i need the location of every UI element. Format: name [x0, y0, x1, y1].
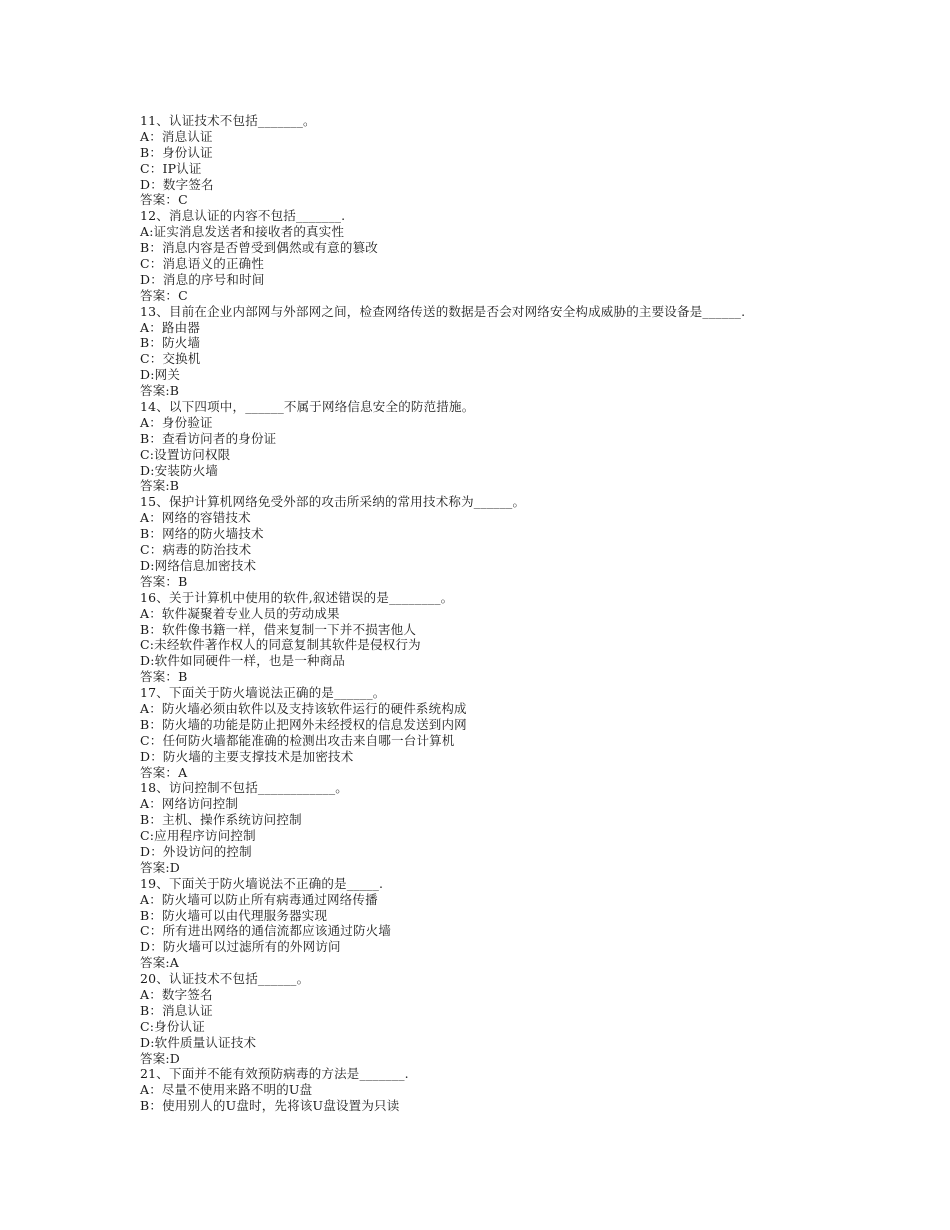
text-line: B：消息内容是否曾受到偶然或有意的篡改 [140, 240, 378, 256]
text-line: B：软件像书籍一样，借来复制一下并不损害他人 [140, 621, 417, 637]
text-line: D：防火墙的主要支撑技术是加密技术 [140, 748, 354, 764]
text-line: C:应用程序访问控制 [140, 828, 256, 844]
text-line: 答案：C [140, 192, 188, 208]
text-line: 11、认证技术不包括_______。 [140, 113, 316, 128]
text-line: 21、下面并不能有效预防病毒的方法是_______. [140, 1066, 409, 1082]
text-line: D：防火墙可以过滤所有的外网访问 [140, 939, 341, 955]
text-line: B：防火墙 [140, 335, 201, 351]
text-line: A：身份验证 [140, 414, 213, 430]
text-line: B：消息认证 [140, 1002, 213, 1018]
document-body [140, 113, 920, 1114]
text-line: 答案：B [140, 669, 188, 685]
text-line: A:证实消息发送者和接收者的真实性 [140, 224, 345, 240]
text-line: A：消息认证 [140, 128, 213, 144]
text-line: C：消息语义的正确性 [140, 256, 265, 272]
text-line: C：任何防火墙都能准确的检测出攻击来自哪一台计算机 [140, 732, 455, 748]
text-line: D:网络信息加密技术 [140, 557, 257, 573]
text-line: 12、消息认证的内容不包括_______. [140, 208, 346, 224]
text-line: A：数字签名 [140, 986, 213, 1002]
text-line: 20、认证技术不包括______。 [140, 971, 310, 987]
text-line: 答案:A [140, 955, 180, 971]
text-line: C:设置访问权限 [140, 446, 231, 462]
text-line: 17、下面关于防火墙说法正确的是______。 [140, 685, 386, 701]
text-line: D:软件质量认证技术 [140, 1034, 257, 1050]
text-line: A：防火墙必须由软件以及支持该软件运行的硬件系统构成 [140, 700, 467, 716]
text-line: C:身份认证 [140, 1018, 205, 1034]
text-line: 答案:B [140, 383, 180, 399]
text-line: 14、以下四项中，______不属于网络信息安全的防范措施。 [140, 399, 475, 415]
text-line: C：IP认证 [140, 160, 202, 176]
text-line: 答案：C [140, 287, 188, 303]
text-line: D:软件如同硬件一样，也是一种商品 [140, 653, 346, 669]
text-line: 16、关于计算机中使用的软件,叙述错误的是________。 [140, 589, 454, 605]
text-line: B：网络的防火墙技术 [140, 526, 264, 542]
text-line: 19、下面关于防火墙说法不正确的是_____. [140, 875, 384, 891]
text-line: B：防火墙可以由代理服务器实现 [140, 907, 328, 923]
text-line: B：防火墙的功能是防止把网外未经授权的信息发送到内网 [140, 716, 467, 732]
text-line: 答案：B [140, 573, 188, 589]
text-line: 答案:D [140, 1050, 181, 1066]
text-line: A：防火墙可以防止所有病毒通过网络传播 [140, 891, 378, 907]
text-line: A：路由器 [140, 319, 201, 335]
text-line: 答案:B [140, 478, 180, 494]
text-line: B：身份认证 [140, 144, 213, 160]
text-line: B：查看访问者的身份证 [140, 430, 277, 446]
text-line: 答案:D [140, 859, 181, 875]
text-line: D:网关 [140, 367, 181, 383]
text-line: A：网络访问控制 [140, 796, 239, 812]
text-line: 15、保护计算机网络免受外部的攻击所采纳的常用技术称为______。 [140, 494, 526, 510]
text-line: C：病毒的防治技术 [140, 542, 252, 558]
text-line: A：网络的容错技术 [140, 510, 251, 526]
text-line: B：使用别人的U盘时，先将该U盘设置为只读 [140, 1098, 400, 1114]
text-line: D：数字签名 [140, 176, 214, 192]
text-line: C：交换机 [140, 351, 201, 367]
text-line: 13、目前在企业内部网与外部网之间，检查网络传送的数据是否会对网络安全构成威胁的主要设备是______. [140, 303, 746, 319]
text-line: C:未经软件著作权人的同意复制其软件是侵权行为 [140, 637, 421, 653]
text-line: D:安装防火墙 [140, 462, 219, 478]
text-line: A：软件凝聚着专业人员的劳动成果 [140, 605, 340, 621]
text-line: 答案：A [140, 764, 188, 780]
text-line: 18、访问控制不包括____________。 [140, 780, 349, 796]
text-line: D：消息的序号和时间 [140, 271, 265, 287]
text-line: A：尽量不使用来路不明的U盘 [140, 1082, 313, 1098]
text-line: C：所有进出网络的通信流都应该通过防火墙 [140, 923, 392, 939]
text-line: B：主机、操作系统访问控制 [140, 812, 302, 828]
text-line: D：外设访问的控制 [140, 843, 252, 859]
